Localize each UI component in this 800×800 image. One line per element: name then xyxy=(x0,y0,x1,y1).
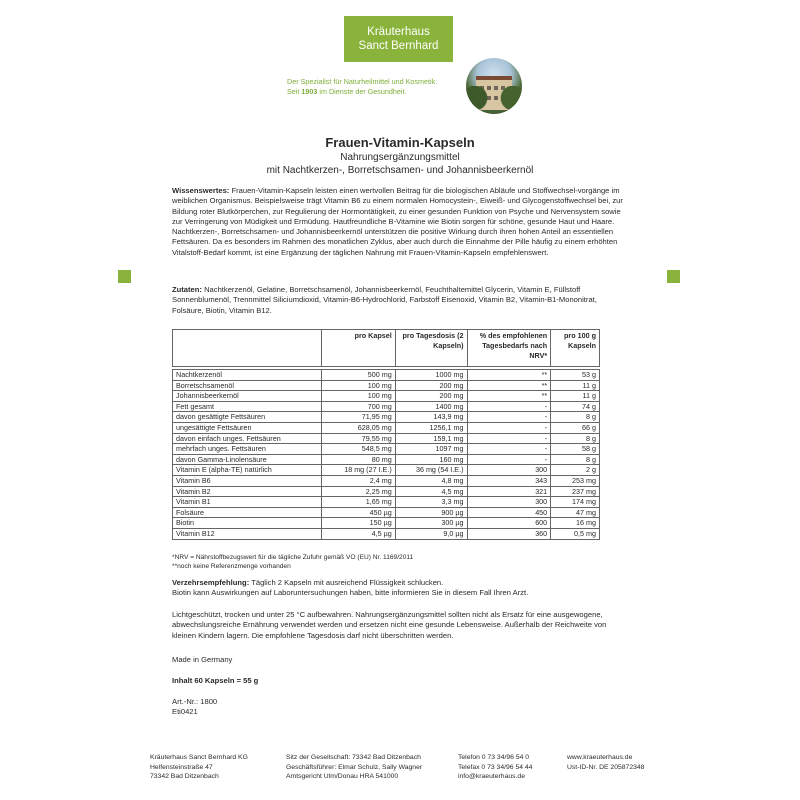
table-cell: 321 xyxy=(467,486,551,497)
table-cell: 1256,1 mg xyxy=(395,422,467,433)
table-row xyxy=(173,507,600,518)
footer-contact xyxy=(458,753,532,782)
contents-text: Inhalt 60 Kapseln = 55 g xyxy=(172,676,259,685)
table-cell: 66 g xyxy=(551,422,600,433)
building-photo xyxy=(466,58,522,114)
table-cell: Vitamin B1 xyxy=(173,497,322,508)
info-label: Wissenswertes: xyxy=(172,186,230,195)
footnote-no-reference: **noch keine Referenzmenge vorhanden xyxy=(172,563,291,570)
table-cell: 11 g xyxy=(551,380,600,391)
footer-web xyxy=(567,753,644,772)
table-cell: Nachtkerzenöl xyxy=(173,370,322,381)
table-cell: 2,4 mg xyxy=(322,475,395,486)
table-cell: ** xyxy=(467,370,551,381)
footer-line: Amtsgericht Ulm/Donau HRA 541000 xyxy=(286,773,399,780)
table-cell: 18 mg (27 I.E.) xyxy=(322,465,395,476)
table-cell: 11 g xyxy=(551,391,600,402)
table-cell: - xyxy=(467,444,551,455)
table-cell: ungesättigte Fettsäuren xyxy=(173,422,322,433)
table-cell: Folsäure xyxy=(173,507,322,518)
table-row xyxy=(173,380,600,391)
table-cell: 1400 mg xyxy=(395,401,467,412)
footer-company xyxy=(150,753,248,782)
table-cell: 628,05 mg xyxy=(322,422,395,433)
header-cell: pro Kapsel xyxy=(322,330,395,367)
trees-illustration xyxy=(466,86,522,114)
tagline-post: im Dienste der Gesundheit. xyxy=(317,86,407,96)
table-row xyxy=(173,391,600,402)
table-cell: - xyxy=(467,412,551,423)
table-row xyxy=(173,528,600,539)
article-block xyxy=(172,697,630,718)
footer-fax: Telefax 0 73 34/96 54 44 xyxy=(458,763,533,771)
table-cell: Vitamin B12 xyxy=(173,528,322,539)
table-cell: 71,95 mg xyxy=(322,412,395,423)
table-cell: 159,1 mg xyxy=(395,433,467,444)
table-cell: 9,0 µg xyxy=(395,528,467,539)
table-cell: 700 mg xyxy=(322,401,395,412)
table-cell: 300 xyxy=(467,497,551,508)
table-cell: 500 mg xyxy=(322,370,395,381)
footnote-nrv: *NRV = Nährstoffbezugswert für die tägliche Zufuhr gemäß VO (EU) Nr. 1169/2011 xyxy=(172,554,414,561)
table-cell: 450 µg xyxy=(322,507,395,518)
table-cell: 237 mg xyxy=(551,486,600,497)
table-row xyxy=(173,422,600,433)
table-cell: 1000 mg xyxy=(395,370,467,381)
header-cell: % des empfohlenen Tagesbedarfs nach NRV* xyxy=(467,330,551,367)
footer-line: Helfensteinstraße 47 xyxy=(150,763,213,771)
usage-line xyxy=(172,578,630,588)
usage-paragraph xyxy=(172,578,630,599)
footer-email: info@kraeuterhaus.de xyxy=(458,773,525,780)
table-cell: ** xyxy=(467,380,551,391)
tagline-line-2 xyxy=(287,87,467,97)
logo-line-2: Sanct Bernhard xyxy=(358,40,439,52)
subtitle-line-2: mit Nachtkerzen-, Borretschsamen- und Johannisbeerkernöl xyxy=(266,165,534,176)
table-cell: 100 mg xyxy=(322,380,395,391)
table-cell: 1097 mg xyxy=(395,444,467,455)
header-cell xyxy=(173,330,322,367)
ingredients-text: Nachtkerzenöl, Gelatine, Borretschsamenöl, Johannisbeerkernöl, Feuchthaltemittel Glycerin, Vitamin E, Füllstoff Sonnenblumenöl, Trennmittel Siliciumdioxid, Vitamin-B6-Hydrochlorid, Farbstoff Eisenoxid, Vitamin B2, Vitamin-B1-Mononitrat, Folsäure, Biotin, Vitamin B12. xyxy=(172,285,597,315)
info-paragraph xyxy=(172,186,630,258)
table-cell: Vitamin B2 xyxy=(173,486,322,497)
table-header-row xyxy=(173,330,600,367)
table-cell: 2,25 mg xyxy=(322,486,395,497)
table-cell: 4,5 µg xyxy=(322,528,395,539)
table-row xyxy=(173,412,600,423)
table-cell: 8 g xyxy=(551,433,600,444)
table-cell: 300 xyxy=(467,465,551,476)
table-cell: Vitamin B6 xyxy=(173,475,322,486)
table-cell: 58 g xyxy=(551,444,600,455)
usage-note: Biotin kann Auswirkungen auf Laboruntersuchungen haben, bitte informieren Sie in diesem Fall Ihren Arzt. xyxy=(172,588,529,598)
tagline-line-1: Der Spezialist für Naturheilmittel und Kosmetik. xyxy=(287,77,438,86)
footer-line: Geschäftsführer: Elmar Schulz, Sally Wagner xyxy=(286,763,423,771)
tagline-year: 1903 xyxy=(301,86,318,96)
table-cell: 1,65 mg xyxy=(322,497,395,508)
table-cell: 47 mg xyxy=(551,507,600,518)
table-cell: 8 g xyxy=(551,412,600,423)
table-cell: 253 mg xyxy=(551,475,600,486)
table-cell: davon Gamma-Linolensäure xyxy=(173,454,322,465)
table-cell: 4,8 mg xyxy=(395,475,467,486)
subtitle-line-1: Nahrungsergänzungsmittel xyxy=(340,152,460,163)
table-cell: - xyxy=(467,433,551,444)
table-cell: 4,5 mg xyxy=(395,486,467,497)
article-number: Art.-Nr.: 1800 xyxy=(172,697,218,706)
table-cell: 0,5 mg xyxy=(551,528,600,539)
footer-line: 73342 Bad Ditzenbach xyxy=(150,773,219,780)
ingredients-paragraph xyxy=(172,285,630,316)
table-cell: ** xyxy=(467,391,551,402)
fold-mark-left xyxy=(118,270,131,283)
table-cell: 100 mg xyxy=(322,391,395,402)
table-cell: 200 mg xyxy=(395,391,467,402)
nutrition-table xyxy=(172,329,600,540)
table-cell: Johannisbeerkernöl xyxy=(173,391,322,402)
table-cell: 3,3 mg xyxy=(395,497,467,508)
table-row xyxy=(173,465,600,476)
table-row xyxy=(173,401,600,412)
table-row xyxy=(173,444,600,455)
table-cell: 160 mg xyxy=(395,454,467,465)
table-cell: - xyxy=(467,454,551,465)
table-cell: 174 mg xyxy=(551,497,600,508)
table-cell: 600 xyxy=(467,518,551,529)
header-cell: pro Tagesdosis (2 Kapseln) xyxy=(395,330,467,367)
ingredients-label: Zutaten: xyxy=(172,285,202,294)
usage-label: Verzehrsempfehlung: xyxy=(172,578,250,587)
table-row xyxy=(173,370,600,381)
footer-legal xyxy=(286,753,422,782)
product-subtitle xyxy=(0,151,800,177)
table-cell: 143,9 mg xyxy=(395,412,467,423)
table-cell: 548,5 mg xyxy=(322,444,395,455)
table-row xyxy=(173,475,600,486)
footnotes xyxy=(172,553,612,571)
footer-line: Kräuterhaus Sanct Bernhard KG xyxy=(150,754,248,761)
table-cell: Fett gesamt xyxy=(173,401,322,412)
table-cell: 900 µg xyxy=(395,507,467,518)
tagline-pre: Seit xyxy=(287,86,302,96)
table-cell: mehrfach unges. Fettsäuren xyxy=(173,444,322,455)
table-cell: 8 g xyxy=(551,454,600,465)
table-cell: 53 g xyxy=(551,370,600,381)
table-cell: 2 g xyxy=(551,465,600,476)
table-cell: 200 mg xyxy=(395,380,467,391)
footer-line: Sitz der Gesellschaft: 73342 Bad Ditzenbach xyxy=(286,754,421,761)
table-row xyxy=(173,486,600,497)
table-row xyxy=(173,497,600,508)
table-cell: Borretschsamenöl xyxy=(173,380,322,391)
table-row xyxy=(173,518,600,529)
label-id: Eti0421 xyxy=(172,707,198,717)
header-cell: pro 100 g Kapseln xyxy=(551,330,600,367)
info-text: Frauen-Vitamin-Kapseln leisten einen wertvollen Beitrag für die biologischen Abläufe und Stoffwechsel-vorgänge im weiblichen Organismus. Beispielsweise trägt Vitamin B6 zu einem normalen Homocystein-, Eiweiß- und Glycogenstoffwechsel bei, zur Bildung roter Blutkörperchen, zur Regulierung der Hormontätigkeit, zu einer gesunden Funktion von Psyche und Nervensystem sowie zur Verringerung von Müdigkeit und Ermüdung. Hautfreundliche B-Vitamine wie Biotin sorgen für schöne, gesunde Haut und Haare. Nachtkerzen-, Borretschsamen- und Johannisbeerkernöl unterstützen die positive Wirkung durch ihren hohen Anteil an essentiellen Fettsäuren. Da es besonders im Rahmen des monatlichen Zyklus, aber auch durch die Einnahme der Pille häufig zu einem erhöhten Vitalstoff-Bedarf kommt, ist eine Ergänzung der täglichen Nahrung mit Frauen-Vitamin-Kapseln empfehlenswert. xyxy=(172,186,623,257)
footer-vat-id: Ust-ID-Nr. DE 205872348 xyxy=(567,763,645,771)
table-row xyxy=(173,454,600,465)
table-cell: 36 mg (54 I.E.) xyxy=(395,465,467,476)
table-cell: 74 g xyxy=(551,401,600,412)
fold-mark-right xyxy=(667,270,680,283)
table-cell: 360 xyxy=(467,528,551,539)
table-row xyxy=(173,433,600,444)
brand-logo xyxy=(344,16,453,62)
table-cell: - xyxy=(467,401,551,412)
logo-line-1: Kräuterhaus xyxy=(367,26,430,38)
table-cell: 450 xyxy=(467,507,551,518)
table-cell: 16 mg xyxy=(551,518,600,529)
table-cell: 343 xyxy=(467,475,551,486)
footer-website: www.kraeuterhaus.de xyxy=(567,754,633,761)
table-cell: - xyxy=(467,422,551,433)
brand-tagline xyxy=(287,77,467,96)
storage-paragraph: Lichtgeschützt, trocken und unter 25 °C aufbewahren. Nahrungsergänzungsmittel sollten nicht als Ersatz für eine ausgewogene, abwechslungsreiche Ernährung verwendet werden und ersetzen nicht eine gesunde Lebensweise. Außerhalb der Reichweite von kleinen Kindern lagern. Die empfohlene Tagesdosis darf nicht überschritten werden. xyxy=(172,610,607,640)
table-cell: 300 µg xyxy=(395,518,467,529)
footer-phone: Telefon 0 73 34/96 54 0 xyxy=(458,754,530,761)
table-cell: Vitamin E (alpha-TE) natürlich xyxy=(173,465,322,476)
table-cell: 80 mg xyxy=(322,454,395,465)
table-cell: 150 µg xyxy=(322,518,395,529)
table-cell: davon gesättigte Fettsäuren xyxy=(173,412,322,423)
origin-text: Made in Germany xyxy=(172,655,233,664)
usage-text: Täglich 2 Kapseln mit ausreichend Flüssigkeit schlucken. xyxy=(249,578,444,587)
table-cell: 79,55 mg xyxy=(322,433,395,444)
table-cell: davon einfach unges. Fettsäuren xyxy=(173,433,322,444)
table-cell: Biotin xyxy=(173,518,322,529)
product-title: Frauen-Vitamin-Kapseln xyxy=(325,135,475,150)
